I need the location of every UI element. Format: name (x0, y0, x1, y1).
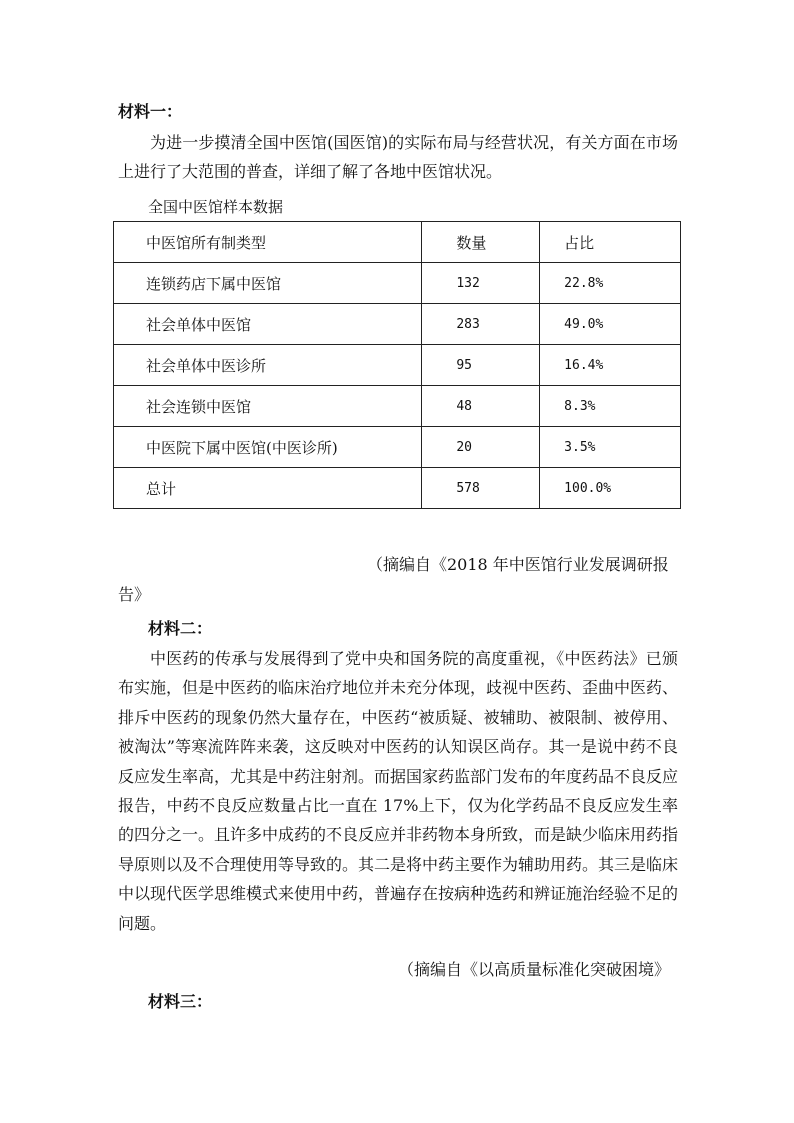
cell-share: 8.3% (540, 386, 681, 427)
cell-type: 连锁药店下属中医馆 (114, 263, 422, 304)
table-row (114, 427, 681, 468)
cell-type: 总计 (114, 468, 422, 509)
cell-type: 社会单体中医馆 (114, 304, 422, 345)
cell-count: 95 (422, 345, 540, 386)
cell-count: 132 (422, 263, 540, 304)
table-header-row (114, 222, 681, 263)
cell-count: 20 (422, 427, 540, 468)
cell-count: 48 (422, 386, 540, 427)
table-row (114, 386, 681, 427)
material1-paragraph: 为进一步摸清全国中医馆(国医馆)的实际布局与经营状况，有关方面在市场上进行了大范围的普查，详细了解了各地中医馆状况。 (118, 133, 678, 182)
cell-type: 社会连锁中医馆 (114, 386, 422, 427)
material2-paragraph: 中医药的传承与发展得到了党中央和国务院的高度重视，《中医药法》已颁布实施，但是中医药的临床治疗地位并未充分体现，歧视中医药、歪曲中医药、排斥中医药的现象仍然大量存在，中医药“被质疑、被辅助、被限制、被停用、被淘汰”等寒流阵阵来袭，这反映对中医药的认知误区尚存。其一是说中药不良反应发生率高，尤其是中药注射剂。而据国家药监部门发布的年度药品不良反应报告，中药不良反应数量占比一直在 17%上下，仅为化学药品不良反应发生率的四分之一。且许多中成药的不良反应并非药物本身所致，而是缺少临床用药指导原则以及不合理使用等导致的。其二是将中药主要作为辅助用药。其三是临床中以现代医学思维模式来使用中药，普遍存在按病种选药和辨证施治经验不足的问题。 (118, 649, 679, 933)
table-row (114, 304, 681, 345)
cell-share: 16.4% (540, 345, 681, 386)
table-caption: 全国中医馆样本数据 (148, 198, 284, 216)
cell-count: 283 (422, 304, 540, 345)
table-row (114, 263, 681, 304)
tcm-clinic-table (113, 221, 681, 509)
material1-source-line2: 告》 (118, 585, 151, 604)
material3-heading: 材料三： (148, 992, 213, 1011)
header-count: 数量 (422, 222, 540, 263)
cell-count: 578 (422, 468, 540, 509)
cell-share: 3.5% (540, 427, 681, 468)
material2-heading: 材料二： (148, 619, 213, 638)
cell-share: 49.0% (540, 304, 681, 345)
table-row (114, 345, 681, 386)
header-type: 中医馆所有制类型 (114, 222, 422, 263)
cell-type: 中医院下属中医馆(中医诊所) (114, 427, 422, 468)
material1-heading: 材料一： (118, 102, 183, 121)
table-total-row (114, 468, 681, 509)
material1-source-line1: （摘编自《2018 年中医馆行业发展调研报 (367, 555, 669, 574)
cell-share: 100.0% (540, 468, 681, 509)
cell-type: 社会单体中医诊所 (114, 345, 422, 386)
header-share: 占比 (540, 222, 681, 263)
material2-source: （摘编自《以高质量标准化突破困境》 (398, 960, 671, 979)
cell-share: 22.8% (540, 263, 681, 304)
